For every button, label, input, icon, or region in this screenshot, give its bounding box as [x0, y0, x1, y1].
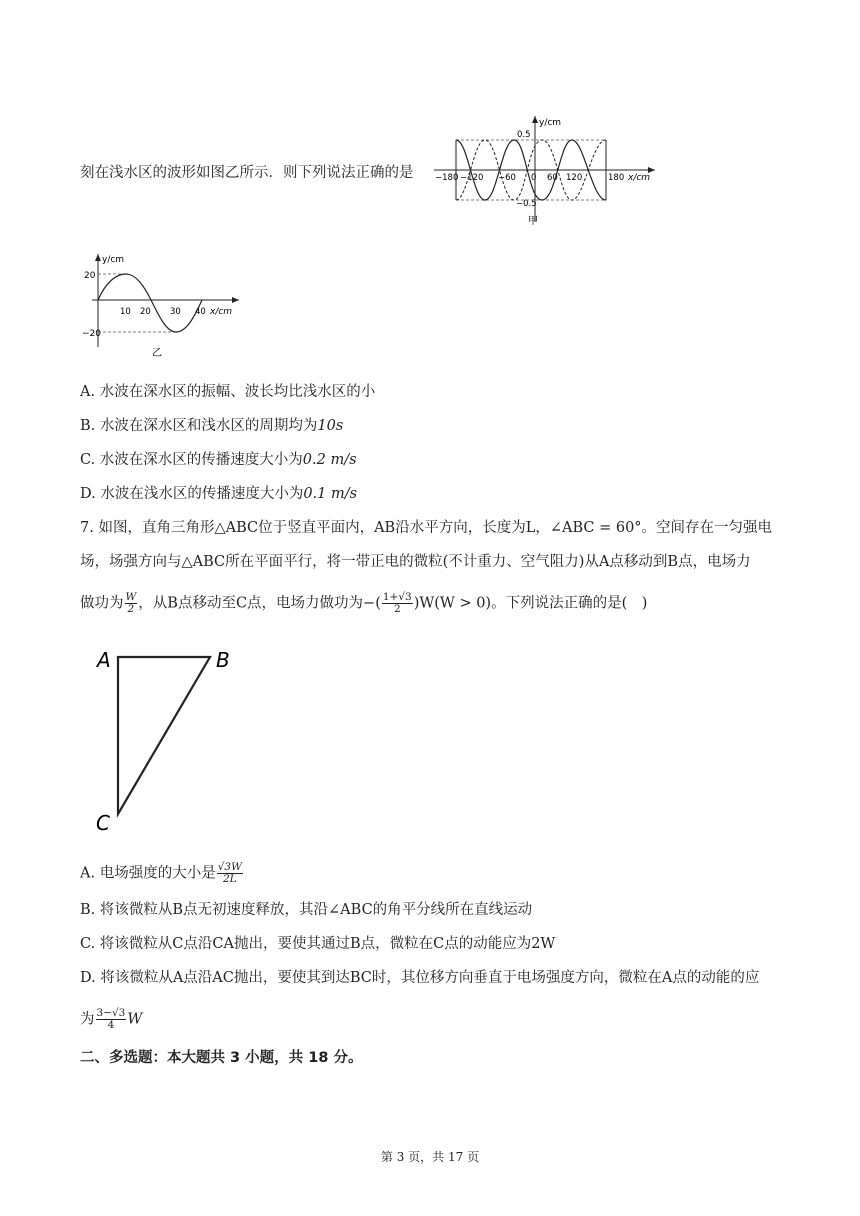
label-a: A: [97, 648, 111, 672]
figure-jia: [430, 112, 660, 230]
yi-ybottom: −20: [82, 329, 101, 339]
q6-option-d: D. 水波在浅水区的传播速度大小为0.1 m/s: [80, 486, 358, 502]
yi-xtick: 30: [170, 307, 181, 317]
q7-optA-frac: $\frac{√3W}{2L}$: [217, 861, 242, 885]
jia-ylabel: y/cm: [539, 118, 562, 128]
jia-xtick: 0: [531, 173, 537, 183]
yi-xlabel: x/cm: [210, 307, 233, 317]
yi-ytop: 20: [84, 271, 96, 281]
yi-xtick: 40: [195, 307, 206, 317]
q6-option-a: A. 水波在深水区的振幅、波长均比浅水区的小: [80, 384, 376, 400]
jia-xtick: 60: [547, 173, 558, 183]
jia-xtick: −120: [460, 173, 484, 183]
q7-frac-sqrt3: $\frac{1+√3}{2}$: [382, 591, 412, 615]
q6-option-c: C. 水波在深水区的传播速度大小为0.2 m/s: [80, 452, 357, 468]
q7-option-c: C. 将该微粒从C点沿CA抛出，要使其通过B点，微粒在C点的动能应为2W: [80, 936, 556, 952]
q7-optD-frac: $\frac{3-√3}{4}$: [96, 1007, 126, 1031]
jia-ybottom: −0.5: [516, 199, 537, 209]
jia-xtick: −60: [498, 173, 516, 183]
label-c: C: [96, 811, 110, 835]
q7-option-d-line2: 为 $\frac{3-√3}{4}$ W: [80, 1007, 143, 1031]
label-b: B: [216, 648, 230, 672]
jia-xlabel: x/cm: [628, 173, 651, 183]
yi-xticks: [120, 307, 206, 317]
yi-wave: [98, 274, 202, 332]
jia-caption: 甲: [528, 216, 538, 227]
q7-option-d-line1: D. 将该微粒从A点沿AC抛出，要使其到达BC时，其位移方向垂直于电场强度方向，微粒在A点的动能的应: [80, 970, 760, 986]
q7-line3: 做功为 $\frac{W}{2}$ ，从B点移动至C点，电场力做功为−( $\frac{1+√3}{2}$ )W(W > 0)。下列说法正确的是( ): [80, 591, 648, 615]
triangle-figure: [92, 642, 252, 842]
intro-line: 刻在浅水区的波形如图乙所示．则下列说法正确的是: [80, 165, 414, 181]
q7-frac-w2: $\frac{W}{2}$: [125, 591, 137, 615]
q6-option-b: B. 水波在深水区和浅水区的周期均为10s: [80, 418, 344, 434]
q7-option-b: B. 将该微粒从B点无初速度释放，其沿∠ABC的角平分线所在直线运动: [80, 902, 533, 918]
jia-xtick: 120: [566, 173, 583, 183]
q7-line2: 场，场强方向与△ABC所在平面平行，将一带正电的微粒(不计重力、空气阻力)从A点移动到B点，电场力: [80, 554, 751, 570]
yi-caption: 乙: [152, 348, 162, 359]
section-2-heading: 二、多选题：本大题共 3 小题，共 18 分。: [80, 1050, 363, 1066]
jia-ytop: 0.5: [517, 130, 531, 140]
q7-option-a: A. 电场强度的大小是 $\frac{√3W}{2L}$: [80, 861, 242, 885]
q7-line1: 7. 如图，直角三角形△ABC位于竖直平面内，AB沿水平方向，长度为L，∠ABC = 60°。空间存在一匀强电: [80, 520, 773, 536]
figure-yi: [84, 252, 244, 360]
page-footer: 第 3 页，共 17 页: [380, 1150, 480, 1164]
jia-xtick: 180: [608, 173, 625, 183]
yi-xtick: 20: [140, 307, 151, 317]
yi-xtick: 10: [120, 307, 131, 317]
triangle-abc: [118, 657, 210, 814]
yi-ylabel: y/cm: [102, 255, 125, 265]
jia-xtick: −180: [435, 173, 459, 183]
